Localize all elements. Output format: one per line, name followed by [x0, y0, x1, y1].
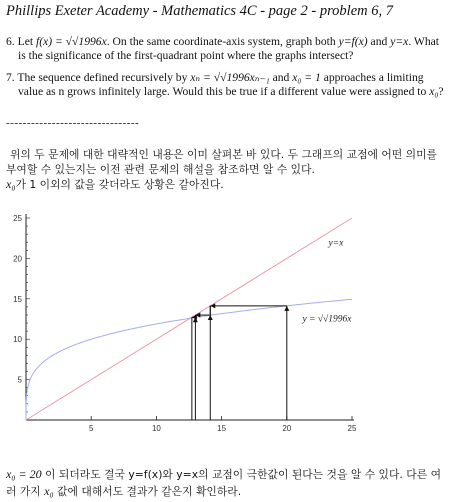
chart-area: [13, 214, 357, 433]
label-fourth-root: y = √√1996x: [302, 314, 352, 325]
problem-6-number: 6.: [6, 35, 15, 48]
problem-7-text2: approaches a limiting: [323, 71, 424, 84]
problem-6-text: . On the same coordinate-axis system, graph both: [106, 35, 336, 48]
conclusion-text-2a: 러 가지: [6, 485, 41, 498]
conclusion-text-2b: 값에 대해서도 결과가 같은지 확인하라.: [57, 485, 242, 498]
equation-yfx: y=f(x): [338, 35, 368, 48]
page-title: Phillips Exeter Academy - Mathematics 4C - page 2 - problem 6, 7: [6, 3, 393, 19]
x-tick-label: 10: [151, 424, 161, 433]
initial-value: x₀ = 1: [292, 71, 321, 84]
x-tick-label: 25: [347, 424, 357, 433]
question-mark: ?: [438, 85, 444, 98]
and-text: and: [370, 35, 388, 48]
korean-line-1: 위의 두 문제에 대한 대략적인 내용은 이미 살펴본 바 있다. 두 그래프의 교점에 어떤 의미를: [10, 148, 437, 161]
equation-yx: y=x: [390, 35, 409, 48]
and-text-2: and: [272, 71, 290, 84]
x0-variable-2: x₀: [44, 484, 54, 498]
let-text: Let: [17, 35, 34, 48]
function-definition: f(x) = √√1996x: [35, 35, 107, 48]
problem-7-number: 7.: [6, 71, 15, 84]
x-tick-label: 20: [282, 424, 292, 433]
x0-equals-20: x₀ = 20: [6, 467, 42, 481]
x-tick-label: 15: [217, 424, 227, 433]
y-tick-label: 15: [13, 294, 22, 304]
separator: --------------------------------: [6, 117, 140, 129]
problem-7-line2: value as n grows infinitely large. Would this be true if a different value were assigned to: [18, 85, 427, 98]
korean-line-2: 부여할 수 있는지는 이전 관련 문제의 해설을 참조하면 알 수 있다.: [6, 163, 315, 176]
problem-6-line2: is the significance of the first-quadrant point where the graphs intersect?: [18, 49, 354, 62]
cobweb-arrow: [284, 306, 289, 311]
korean-line-3-text: 가 1 이외의 값을 갖더라도 상황은 같아진다.: [15, 178, 224, 191]
y-tick-label: 20: [13, 254, 22, 264]
conclusion-text-1: 이 되더라도 결국 y=f(x)와 y=x의 교점이 극한값이 된다는 것을 알 수 있다. 다른 여: [45, 468, 442, 481]
y-tick-label: 25: [13, 214, 22, 223]
what-text: . What: [408, 35, 440, 48]
conclusion-line-1: [6, 466, 472, 483]
x0-symbol: x₀: [429, 85, 439, 98]
conclusion-line-2: [6, 483, 472, 500]
problem-7-text: The sequence defined recursively by: [17, 71, 188, 84]
x0-variable: x₀: [6, 177, 16, 191]
label-y-equals-x: y=x: [328, 238, 344, 249]
y-tick-label: 5: [17, 375, 22, 385]
y-tick-label: 10: [13, 335, 22, 345]
recursion-formula: xₙ = √√1996xₙ₋₁: [190, 71, 270, 84]
x-tick-label: 5: [88, 424, 94, 433]
conclusion: [6, 466, 472, 500]
